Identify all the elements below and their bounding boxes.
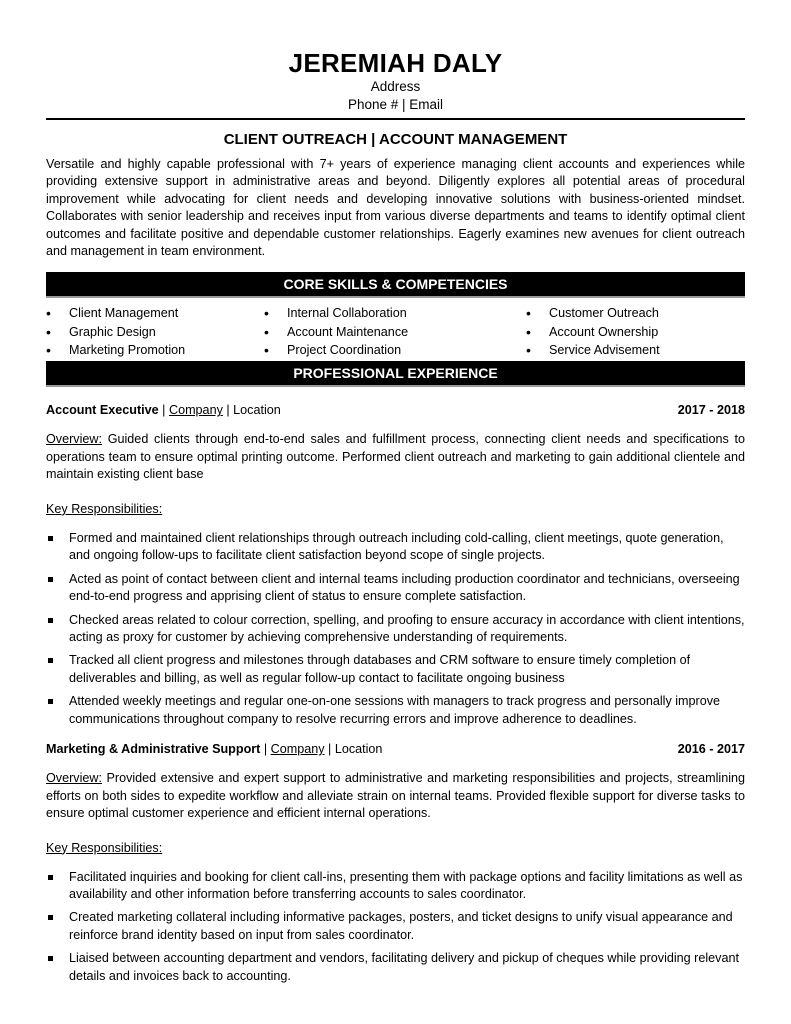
responsibility-item: Liaised between accounting department and vendors, facilitating delivery and pickup of cheques while providing relevant details and invoices back to accounting.: [46, 950, 745, 985]
job-header: [46, 401, 745, 419]
overview-label: Overview:: [46, 771, 102, 785]
job-entry: [46, 401, 745, 728]
job-location: | Location: [324, 742, 383, 756]
responsibility-item: Checked areas related to colour correction, spelling, and proofing to ensure accuracy in accordance with client intentions, acting as proxy for customer by achieving comprehensive understanding of requirements.: [46, 612, 745, 647]
job-dates: 2017 - 2018: [677, 403, 745, 418]
skills-column-3: [526, 304, 745, 361]
phone-email-line: Phone # | Email: [347, 97, 444, 112]
key-responsibilities-label: Key Responsibilities:: [46, 840, 163, 855]
responsibility-item: Tracked all client progress and milestones through databases and CRM software to ensure timely completion of deliverables and billing, as well as regular follow-up contact to facilitate ongoing business: [46, 652, 745, 687]
job-title-line: [46, 740, 382, 758]
separator: |: [260, 742, 271, 756]
summary-paragraph: Versatile and highly capable professional with 7+ years of experience managing client accounts and experiences while providing extensive support in administrative areas and beyond. Diligently explores all potential areas of procedural improvement while advocating for client needs and developing innovative solutions with business-oriented mindset. Collaborates with senior leadership and receives input from various diverse departments and teams to identify optimal client outcomes and facilitate positive and dependable customer relationships. Eagerly examines new avenues for client outreach and management in team environment.: [46, 157, 745, 259]
responsibility-item: Facilitated inquiries and booking for client call-ins, presenting them with package options and facility limitations as well as availability and other information before transferring accounts to sales coordinator.: [46, 869, 745, 904]
skill-item: • Marketing Promotion: [46, 341, 264, 360]
skill-item: • Customer Outreach: [526, 304, 745, 323]
company-name: Company: [168, 403, 223, 418]
separator: |: [158, 403, 169, 418]
skill-item: • Project Coordination: [264, 341, 526, 360]
address-line: Address: [370, 79, 421, 94]
skills-column-1: [46, 304, 264, 361]
job-title-line: [46, 401, 281, 419]
skills-column-2: [264, 304, 526, 361]
responsibility-item: Acted as point of contact between client and internal teams including production coordinator and technicians, overseeing end-to-end progress and apprising client of status to ensure complete satisfaction.: [46, 571, 745, 606]
skills-grid: [46, 304, 745, 361]
key-responsibilities-label: Key Responsibilities:: [46, 501, 163, 516]
responsibility-list: [46, 530, 745, 728]
job-header: [46, 740, 745, 758]
job-overview: [46, 431, 745, 484]
job-title: Account Executive: [46, 403, 159, 418]
job-title: Marketing & Administrative Support: [46, 742, 261, 756]
skill-item: • Client Management: [46, 304, 264, 323]
candidate-name: JEREMIAH DALY: [288, 48, 503, 78]
professional-headline: CLIENT OUTREACH | ACCOUNT MANAGEMENT: [223, 131, 568, 148]
skill-item: • Account Ownership: [526, 323, 745, 342]
responsibility-list: [46, 869, 745, 985]
company-name: Company: [270, 742, 325, 756]
resume-page: [46, 0, 745, 991]
skill-item: • Internal Collaboration: [264, 304, 526, 323]
overview-label: Overview:: [46, 432, 102, 447]
job-entry: [46, 740, 745, 985]
header-divider: [46, 118, 745, 120]
skill-item: • Graphic Design: [46, 323, 264, 342]
job-overview: [46, 770, 745, 823]
job-dates: 2016 - 2017: [677, 742, 745, 756]
overview-text: Guided clients through end-to-end sales and fulfillment process, connecting client needs and specifications to operations team to ensure optimal printing outcome. Performed client outreach and marketing to gain additional clientele and maintain existing client base: [46, 432, 745, 482]
experience-section-heading: PROFESSIONAL EXPERIENCE: [46, 361, 745, 385]
responsibility-item: Attended weekly meetings and regular one-on-one sessions with managers to track progress and personally improve communications throughout company to resolve recurring errors and improve adherence to deadlines.: [46, 693, 745, 728]
skills-section-heading: CORE SKILLS & COMPETENCIES: [46, 272, 745, 296]
responsibility-item: Formed and maintained client relationships through outreach including cold-calling, client meetings, quote generation, and ongoing follow-ups to facilitate client satisfaction beyond scope of single projects.: [46, 530, 745, 565]
responsibility-item: Created marketing collateral including informative packages, posters, and ticket designs to unify visual appearance and reinforce brand identity based on input from sales coordinator.: [46, 909, 745, 944]
skill-item: • Account Maintenance: [264, 323, 526, 342]
overview-text: Provided extensive and expert support to administrative and marketing responsibilities and projects, streamlining efforts on both sides to expedite workflow and alleviate strain on internal teams. Provided flexible support for diverse tasks to ensure optimal customer experience and efficient internal operations.: [46, 771, 745, 820]
job-location: | Location: [222, 403, 281, 418]
skill-item: • Service Advisement: [526, 341, 745, 360]
